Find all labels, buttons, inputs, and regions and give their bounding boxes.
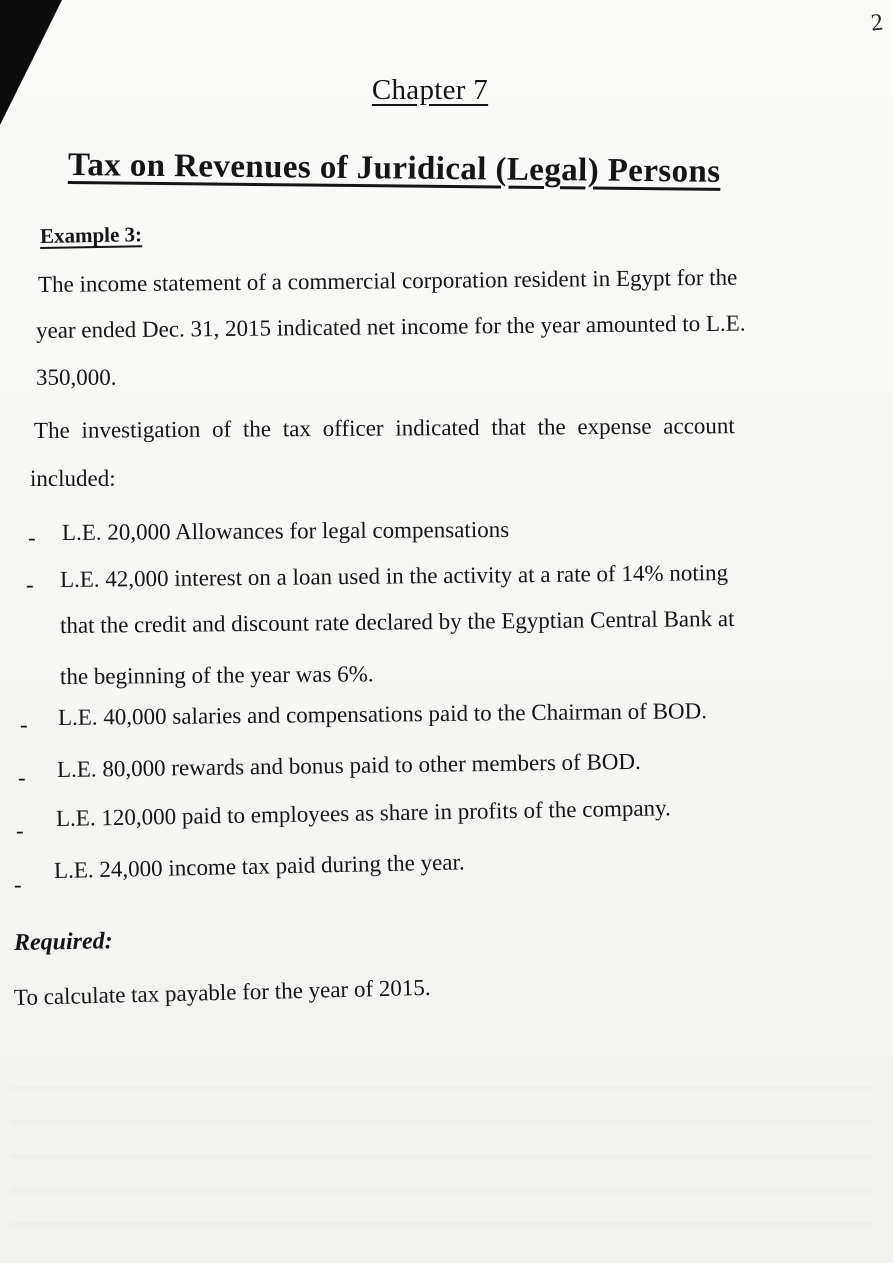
chapter-heading: Chapter 7 bbox=[371, 74, 489, 106]
bullet-marker: - bbox=[16, 818, 24, 843]
document-title: Tax on Revenues of Juridical (Legal) Persons bbox=[67, 147, 721, 190]
bullet-marker: - bbox=[26, 572, 34, 597]
list-item-continuation: that the credit and discount rate declared by the Egyptian Central Bank at bbox=[59, 605, 735, 638]
list-item: L.E. 20,000 Allowances for legal compensations bbox=[61, 516, 510, 545]
page-number: 2 bbox=[869, 9, 885, 37]
list-item-continuation: the beginning of the year was 6%. bbox=[59, 661, 374, 689]
example-label: Example 3: bbox=[39, 222, 143, 248]
intro-line-3: 350,000. bbox=[36, 365, 117, 390]
required-text: To calculate tax payable for the year of 2015. bbox=[13, 974, 431, 1010]
list-item: L.E. 80,000 rewards and bonus paid to other members of BOD. bbox=[56, 748, 641, 782]
list-item: L.E. 120,000 paid to employees as share in profits of the company. bbox=[55, 795, 672, 831]
bleed-through-texture bbox=[10, 1060, 873, 1230]
list-item: L.E. 40,000 salaries and compensations paid to the Chairman of BOD. bbox=[57, 698, 708, 730]
investigation-line-2: included: bbox=[30, 466, 116, 491]
bullet-marker: - bbox=[14, 872, 22, 897]
list-item: L.E. 42,000 interest on a loan used in the activity at a rate of 14% noting bbox=[59, 560, 729, 592]
bullet-marker: - bbox=[18, 765, 26, 790]
list-item: L.E. 24,000 income tax paid during the year. bbox=[53, 849, 465, 883]
intro-line-2: year ended Dec. 31, 2015 indicated net income for the year amounted to L.E. bbox=[35, 310, 746, 343]
required-label: Required: bbox=[13, 928, 113, 956]
bullet-marker: - bbox=[20, 712, 28, 737]
investigation-line-1: The investigation of the tax officer indicated that the expense account bbox=[33, 413, 735, 443]
intro-line-1: The income statement of a commercial corporation resident in Egypt for the bbox=[37, 264, 738, 297]
bullet-marker: - bbox=[28, 525, 36, 550]
